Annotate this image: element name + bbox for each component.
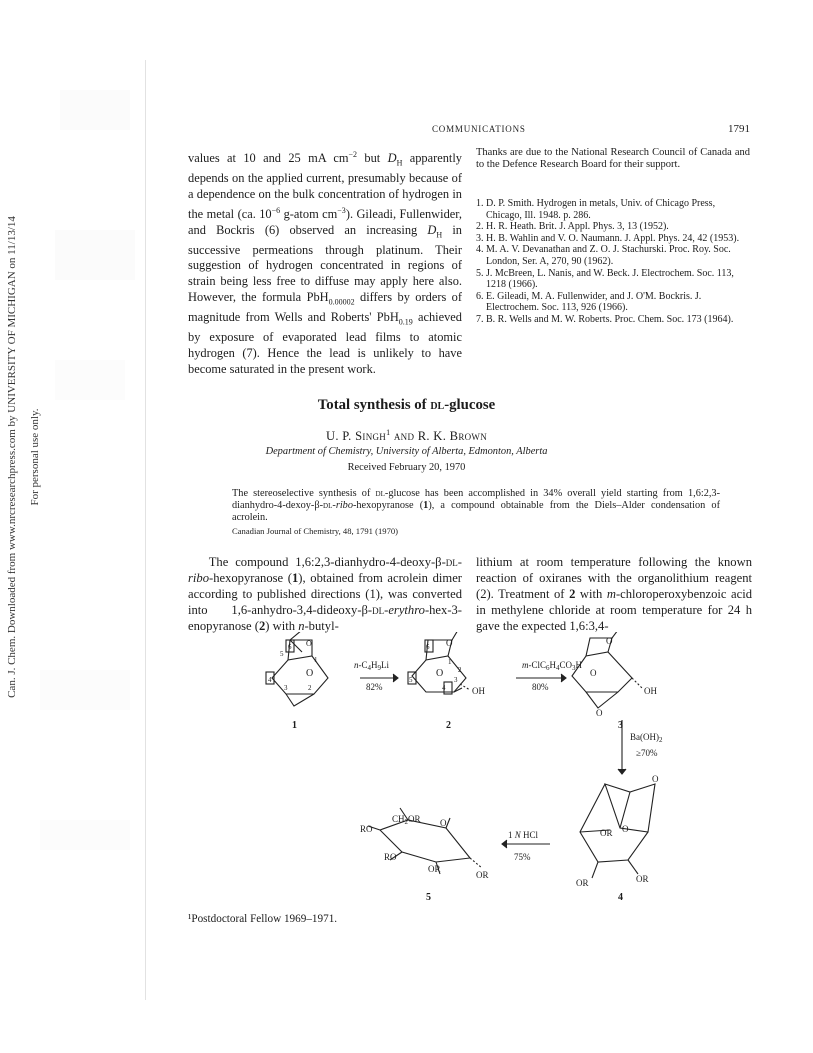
- page-number: 1791: [728, 123, 750, 135]
- ring-atom-o: O: [590, 668, 597, 678]
- svg-text:1: 1: [448, 658, 452, 666]
- reference-text: H. B. Wahlin and V. O. Naumann. J. Appl. Phys. 24, 42 (1953).: [486, 232, 740, 244]
- svg-text:3: 3: [284, 684, 288, 692]
- reference-text: B. R. Wells and M. W. Roberts. Proc. Chem. Soc. 173 (1964).: [486, 313, 734, 325]
- body-column-right: lithium at room temperature following the known reaction of oxiranes with the organolithium reagent (2). Treatment of 2 with m-chloroperoxybenzoic acid in methylene chloride at room temperature for 24 h gave the expected 1,6:3,4-: [476, 555, 752, 633]
- compound-label-4: 4: [618, 892, 623, 903]
- ring-atom-o: O: [440, 818, 447, 828]
- compound-1-structure: [266, 632, 328, 706]
- reagent-step-4: 1 N HCl: [508, 830, 539, 840]
- article-title: Total synthesis of dl-glucose: [317, 397, 496, 413]
- yield-step-3: ≥70%: [636, 748, 658, 758]
- ether-label: RO: [384, 852, 397, 862]
- reference-item: [476, 233, 752, 245]
- reference-number: 6.: [476, 290, 484, 302]
- reference-text: J. McBreen, L. Nanis, and W. Beck. J. Electrochem. Soc. 113, 1218 (1966).: [486, 267, 734, 291]
- reagent-step-2: $m-ClC_6H_4CO_3H$: [522, 660, 583, 672]
- compound-label-3: 3: [618, 720, 623, 731]
- ring-atom-o: O: [606, 636, 613, 646]
- reference-list: [476, 198, 752, 326]
- hydroxyl-label: OH: [644, 686, 657, 696]
- reference-item: [476, 291, 752, 314]
- reference-item: [476, 221, 752, 233]
- svg-text:1: 1: [314, 656, 318, 664]
- scan-artifact: [40, 670, 130, 710]
- reference-item: [476, 244, 752, 267]
- page-edge: [145, 60, 146, 1000]
- reference-number: 4.: [476, 244, 484, 256]
- svg-text:5: 5: [280, 650, 284, 658]
- ring-atom-o: O: [446, 638, 453, 648]
- scan-artifact: [55, 230, 135, 280]
- download-notice: Can. J. Chem. Downloaded from www.nrcresearchpress.com by UNIVERSITY OF MICHIGAN on 11/13/14: [6, 216, 18, 698]
- svg-text:6: 6: [288, 643, 292, 651]
- ring-atom-o: O: [652, 774, 659, 784]
- reference-text: M. A. V. Devanathan and Z. O. J. Stachurski. Proc. Roy. Soc. London, Ser. A, 270, 90 (1962).: [486, 244, 731, 267]
- compound-5-structure: [368, 808, 482, 874]
- reagent-step-1: $n-C_4H_9Li$: [354, 660, 389, 672]
- body-column-left: The compound 1,6:2,3-dianhydro-4-deoxy-β-dl-ribo-hexopyranose (1), obtained from acrolein dimer according to published directions (1), was converted into 1,6-anhydro-3,4-dideoxy-β-dl-erythro-hex-3-enopyranose (2) with n-butyl-: [188, 555, 462, 633]
- reference-item: [476, 314, 752, 326]
- ether-label: OR: [636, 874, 649, 884]
- reference-text: E. Gileadi, M. A. Fullenwider, and J. O'M. Bockris. J. Electrochem. Soc. 113, 926 (1966).: [486, 290, 702, 314]
- reference-number: 2.: [476, 221, 484, 233]
- running-header: COMMUNICATIONS: [432, 124, 526, 134]
- ether-label: RO: [360, 824, 373, 834]
- ether-label: OR: [476, 870, 489, 880]
- yield-step-1: 82%: [366, 682, 383, 692]
- reference-number: 1.: [476, 198, 484, 209]
- reference-text: D. P. Smith. Hydrogen in metals, Univ. of Chicago Press, Chicago, Ill. 1948. p. 286.: [486, 198, 716, 221]
- svg-text:3: 3: [454, 676, 458, 684]
- compound-label-1: 1: [292, 720, 297, 731]
- abstract: The stereoselective synthesis of dl-glucose has been accomplished in 34% overall yield starting from 1,6:2,3-dianhydro-4-dexoy-β-dl-ribo-hexopyranose (1), a compound obtainable from the Diels–Alder condensation of acrolein.: [232, 488, 721, 523]
- carryover-paragraph: values at 10 and 25 mA $cm^{-2}$ but $D_H$ apparently depends on the applied current, presumably because of a dependence on the bulk concentration of hydrogen in the metal (ca. $10^{-6}$ g-atom $cm^{-3}$). Gileadi, Fullenwider, and Bockris (6) observed an increasing $D_H$ in successive permeations through platinum. Their suggestion of hydrogen concentrated in regions of strain being less free to diffuse may apply here also. However, the formula PbH$_{0.00002}$ differs by orders of magnitude from Wells and Roberts' PbH$_{0.19}$ achieved by exposure of evaporated lead films to atomic hydrogen (7). Hence the lead is unlikely to have become saturated in the present work.: [188, 150, 463, 376]
- reagent-step-3: $Ba(OH)_2$: [630, 732, 663, 744]
- affiliation: Department of Chemistry, University of Alberta, Edmonton, Alberta: [265, 446, 548, 457]
- svg-text:4: 4: [442, 684, 446, 692]
- scan-artifact: [55, 360, 125, 400]
- journal-citation: Canadian Journal of Chemistry, 48, 1791 (1970): [232, 526, 399, 536]
- yield-step-2: 80%: [532, 682, 549, 692]
- ring-atom-o: O: [622, 824, 629, 834]
- reference-text: H. R. Heath. Brit. J. Appl. Phys. 3, 13 (1952).: [486, 221, 669, 233]
- svg-text:6: 6: [426, 643, 430, 651]
- reference-number: 5.: [476, 267, 484, 279]
- received-date: Received February 20, 1970: [347, 462, 466, 473]
- ring-atom-o: O: [306, 668, 314, 679]
- compound-2-structure: [408, 632, 470, 694]
- compound-label-2: 2: [446, 720, 451, 731]
- svg-text:2: 2: [458, 666, 462, 674]
- reference-number: 3.: [476, 232, 484, 244]
- ether-label: OR: [576, 878, 589, 888]
- ring-atom-o: O: [436, 668, 444, 679]
- ring-atom-o: O: [306, 639, 312, 648]
- svg-text:4: 4: [268, 676, 272, 684]
- compound-4-structure: [580, 784, 655, 878]
- article-authors: U. P. Singh$^1$ and R. K. Brown: [325, 428, 488, 444]
- acknowledgements: Thanks are due to the National Research Council of Canada and to the Defence Research Board for their support.: [476, 147, 750, 171]
- hydroxyl-label: OH: [472, 686, 485, 696]
- scan-artifact: [60, 90, 130, 130]
- compound-label-5: 5: [426, 892, 431, 903]
- scan-artifact: [40, 820, 130, 850]
- ether-label: OR: [600, 828, 613, 838]
- reaction-scheme: [250, 632, 680, 907]
- ether-label: OR: [428, 864, 441, 874]
- personal-use-notice: For personal use only.: [29, 408, 41, 506]
- svg-text:2: 2: [308, 684, 312, 692]
- epoxide-o: O: [596, 708, 603, 718]
- reference-number: 7.: [476, 313, 484, 325]
- footnote: ¹Postdoctoral Fellow 1969–1971.: [188, 913, 338, 925]
- yield-step-4: 75%: [514, 852, 531, 862]
- svg-text:5: 5: [409, 676, 413, 684]
- reference-item: [476, 268, 752, 291]
- ch2or-label: $CH_2OR$: [392, 814, 421, 826]
- reference-item: [476, 198, 752, 221]
